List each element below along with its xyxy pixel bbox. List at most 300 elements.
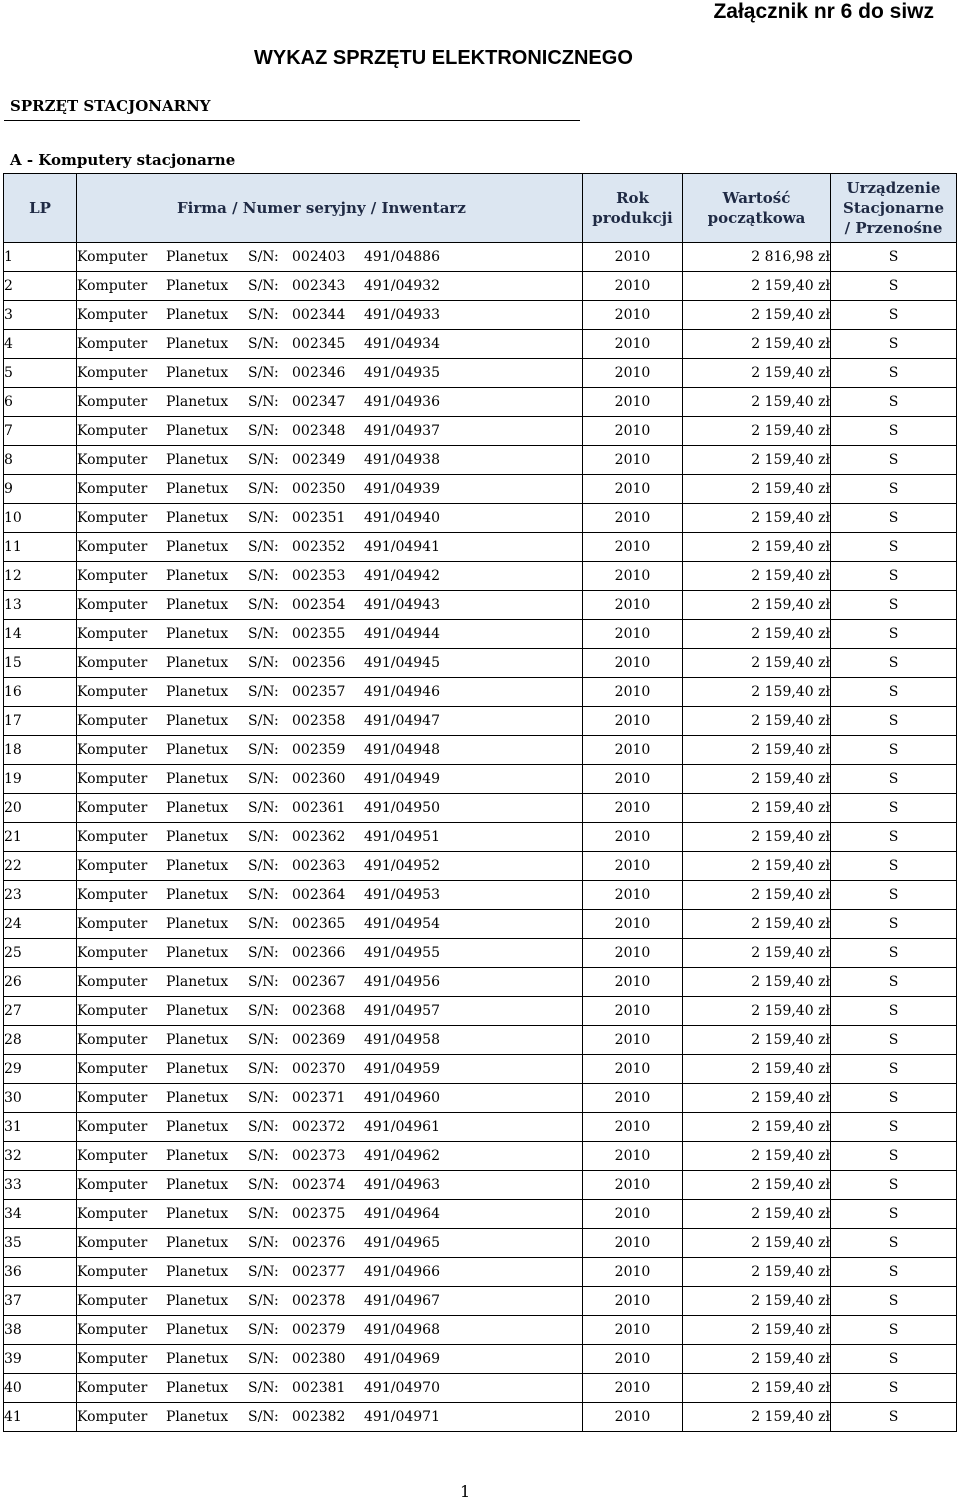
page-number: 1 xyxy=(460,1482,471,1501)
cell-lp: 39 xyxy=(4,1345,77,1374)
cell-type: S xyxy=(831,1084,957,1113)
cell-type: S xyxy=(831,1229,957,1258)
cell-inventory: 491/04965 xyxy=(364,1235,440,1251)
table-row xyxy=(4,1287,957,1316)
cell-device: Komputer xyxy=(77,568,148,584)
cell-inventory: 491/04966 xyxy=(364,1264,440,1280)
column-header-typ xyxy=(831,174,957,243)
cell-lp: 36 xyxy=(4,1258,77,1287)
cell-firma xyxy=(77,301,583,330)
cell-value: 2 159,40 zł xyxy=(683,1229,831,1258)
cell-value: 2 159,40 zł xyxy=(683,1200,831,1229)
cell-serial: 002368 xyxy=(292,1003,346,1019)
cell-value: 2 159,40 zł xyxy=(683,794,831,823)
cell-type: S xyxy=(831,1171,957,1200)
cell-value: 2 159,40 zł xyxy=(683,417,831,446)
cell-type: S xyxy=(831,707,957,736)
table-row xyxy=(4,939,957,968)
cell-firm: Planetux xyxy=(166,278,229,294)
cell-device: Komputer xyxy=(77,307,148,323)
cell-type: S xyxy=(831,910,957,939)
cell-device: Komputer xyxy=(77,1148,148,1164)
cell-firm: Planetux xyxy=(166,858,229,874)
cell-firma xyxy=(77,910,583,939)
cell-device: Komputer xyxy=(77,1380,148,1396)
cell-firma xyxy=(77,475,583,504)
cell-firm: Planetux xyxy=(166,1177,229,1193)
cell-year: 2010 xyxy=(583,997,683,1026)
cell-year: 2010 xyxy=(583,1345,683,1374)
cell-year: 2010 xyxy=(583,330,683,359)
cell-serial: 002382 xyxy=(292,1409,346,1425)
cell-sn-label: S/N: xyxy=(248,916,279,932)
cell-year: 2010 xyxy=(583,1026,683,1055)
cell-firm: Planetux xyxy=(166,1032,229,1048)
cell-firm: Planetux xyxy=(166,1061,229,1077)
cell-firm: Planetux xyxy=(166,1090,229,1106)
cell-serial: 002362 xyxy=(292,829,346,845)
cell-lp: 10 xyxy=(4,504,77,533)
cell-device: Komputer xyxy=(77,1264,148,1280)
cell-year: 2010 xyxy=(583,301,683,330)
cell-inventory: 491/04967 xyxy=(364,1293,440,1309)
cell-serial: 002374 xyxy=(292,1177,346,1193)
cell-serial: 002373 xyxy=(292,1148,346,1164)
cell-value: 2 159,40 zł xyxy=(683,1345,831,1374)
cell-firma xyxy=(77,417,583,446)
cell-firma xyxy=(77,765,583,794)
cell-device: Komputer xyxy=(77,684,148,700)
cell-device: Komputer xyxy=(77,974,148,990)
cell-inventory: 491/04952 xyxy=(364,858,440,874)
cell-lp: 28 xyxy=(4,1026,77,1055)
cell-serial: 002366 xyxy=(292,945,346,961)
cell-serial: 002363 xyxy=(292,858,346,874)
cell-device: Komputer xyxy=(77,249,148,265)
cell-inventory: 491/04971 xyxy=(364,1409,440,1425)
cell-year: 2010 xyxy=(583,1142,683,1171)
section-title: SPRZĘT STACJONARNY xyxy=(10,97,211,115)
cell-sn-label: S/N: xyxy=(248,1003,279,1019)
cell-device: Komputer xyxy=(77,481,148,497)
table-row xyxy=(4,504,957,533)
cell-firm: Planetux xyxy=(166,829,229,845)
cell-value: 2 159,40 zł xyxy=(683,272,831,301)
cell-inventory: 491/04948 xyxy=(364,742,440,758)
cell-lp: 22 xyxy=(4,852,77,881)
column-header-typ-line3: / Przenośne xyxy=(844,219,943,237)
cell-sn-label: S/N: xyxy=(248,1148,279,1164)
cell-value: 2 159,40 zł xyxy=(683,1316,831,1345)
column-header-rok-line1: Rok xyxy=(616,189,649,207)
cell-year: 2010 xyxy=(583,1171,683,1200)
cell-device: Komputer xyxy=(77,858,148,874)
cell-lp: 5 xyxy=(4,359,77,388)
cell-firm: Planetux xyxy=(166,771,229,787)
cell-inventory: 491/04969 xyxy=(364,1351,440,1367)
table-row xyxy=(4,1403,957,1432)
cell-sn-label: S/N: xyxy=(248,1061,279,1077)
cell-inventory: 491/04936 xyxy=(364,394,440,410)
cell-lp: 18 xyxy=(4,736,77,765)
cell-firma xyxy=(77,1374,583,1403)
cell-type: S xyxy=(831,649,957,678)
table-row xyxy=(4,417,957,446)
cell-sn-label: S/N: xyxy=(248,597,279,613)
cell-device: Komputer xyxy=(77,1061,148,1077)
table-row xyxy=(4,736,957,765)
cell-inventory: 491/04943 xyxy=(364,597,440,613)
cell-year: 2010 xyxy=(583,823,683,852)
cell-value: 2 159,40 zł xyxy=(683,533,831,562)
table-row xyxy=(4,1229,957,1258)
cell-value: 2 159,40 zł xyxy=(683,649,831,678)
table-row xyxy=(4,997,957,1026)
cell-serial: 002360 xyxy=(292,771,346,787)
cell-sn-label: S/N: xyxy=(248,481,279,497)
cell-type: S xyxy=(831,1200,957,1229)
table-row xyxy=(4,1084,957,1113)
cell-device: Komputer xyxy=(77,1322,148,1338)
cell-firm: Planetux xyxy=(166,394,229,410)
table-row xyxy=(4,243,957,272)
table-row xyxy=(4,475,957,504)
cell-type: S xyxy=(831,1026,957,1055)
cell-inventory: 491/04947 xyxy=(364,713,440,729)
cell-inventory: 491/04963 xyxy=(364,1177,440,1193)
column-header-firma: Firma / Numer seryjny / Inwentarz xyxy=(77,174,583,243)
column-header-wartosc-line2: początkowa xyxy=(707,209,806,227)
cell-year: 2010 xyxy=(583,852,683,881)
cell-inventory: 491/04886 xyxy=(364,249,440,265)
cell-type: S xyxy=(831,504,957,533)
cell-value: 2 159,40 zł xyxy=(683,446,831,475)
cell-inventory: 491/04954 xyxy=(364,916,440,932)
cell-sn-label: S/N: xyxy=(248,713,279,729)
cell-lp: 38 xyxy=(4,1316,77,1345)
cell-device: Komputer xyxy=(77,829,148,845)
cell-year: 2010 xyxy=(583,707,683,736)
cell-sn-label: S/N: xyxy=(248,974,279,990)
cell-value: 2 159,40 zł xyxy=(683,736,831,765)
page-title: WYKAZ SPRZĘTU ELEKTRONICZNEGO xyxy=(254,47,633,69)
cell-lp: 29 xyxy=(4,1055,77,1084)
cell-firm: Planetux xyxy=(166,655,229,671)
cell-lp: 33 xyxy=(4,1171,77,1200)
cell-type: S xyxy=(831,562,957,591)
cell-value: 2 159,40 zł xyxy=(683,852,831,881)
cell-inventory: 491/04953 xyxy=(364,887,440,903)
cell-sn-label: S/N: xyxy=(248,655,279,671)
cell-value: 2 159,40 zł xyxy=(683,1142,831,1171)
cell-lp: 14 xyxy=(4,620,77,649)
cell-firm: Planetux xyxy=(166,684,229,700)
cell-inventory: 491/04951 xyxy=(364,829,440,845)
cell-year: 2010 xyxy=(583,1200,683,1229)
cell-firma xyxy=(77,707,583,736)
cell-year: 2010 xyxy=(583,968,683,997)
cell-type: S xyxy=(831,765,957,794)
cell-device: Komputer xyxy=(77,539,148,555)
cell-lp: 11 xyxy=(4,533,77,562)
cell-inventory: 491/04958 xyxy=(364,1032,440,1048)
cell-serial: 002380 xyxy=(292,1351,346,1367)
annex-label: Załącznik nr 6 do siwz xyxy=(713,0,934,23)
cell-firma xyxy=(77,968,583,997)
cell-lp: 8 xyxy=(4,446,77,475)
table-header-row xyxy=(4,174,957,243)
cell-firma xyxy=(77,446,583,475)
cell-lp: 17 xyxy=(4,707,77,736)
column-header-lp: LP xyxy=(4,174,77,243)
cell-type: S xyxy=(831,881,957,910)
cell-inventory: 491/04939 xyxy=(364,481,440,497)
column-header-wartosc xyxy=(683,174,831,243)
cell-serial: 002365 xyxy=(292,916,346,932)
cell-inventory: 491/04945 xyxy=(364,655,440,671)
cell-device: Komputer xyxy=(77,1409,148,1425)
cell-firm: Planetux xyxy=(166,568,229,584)
cell-year: 2010 xyxy=(583,446,683,475)
cell-sn-label: S/N: xyxy=(248,336,279,352)
equipment-table-body xyxy=(4,243,957,1432)
table-row xyxy=(4,765,957,794)
cell-firm: Planetux xyxy=(166,974,229,990)
cell-serial: 002379 xyxy=(292,1322,346,1338)
cell-value: 2 159,40 zł xyxy=(683,620,831,649)
cell-sn-label: S/N: xyxy=(248,887,279,903)
cell-inventory: 491/04962 xyxy=(364,1148,440,1164)
cell-value: 2 159,40 zł xyxy=(683,591,831,620)
cell-firma xyxy=(77,1084,583,1113)
cell-firma xyxy=(77,1200,583,1229)
cell-device: Komputer xyxy=(77,916,148,932)
cell-year: 2010 xyxy=(583,1055,683,1084)
cell-serial: 002357 xyxy=(292,684,346,700)
cell-firm: Planetux xyxy=(166,742,229,758)
cell-firma xyxy=(77,823,583,852)
cell-serial: 002371 xyxy=(292,1090,346,1106)
cell-firm: Planetux xyxy=(166,336,229,352)
cell-type: S xyxy=(831,968,957,997)
cell-sn-label: S/N: xyxy=(248,1351,279,1367)
cell-inventory: 491/04946 xyxy=(364,684,440,700)
cell-firma xyxy=(77,562,583,591)
table-row xyxy=(4,620,957,649)
column-header-wartosc-line1: Wartość xyxy=(722,189,791,207)
cell-lp: 16 xyxy=(4,678,77,707)
cell-lp: 3 xyxy=(4,301,77,330)
cell-lp: 23 xyxy=(4,881,77,910)
cell-lp: 20 xyxy=(4,794,77,823)
section-underline xyxy=(4,120,580,121)
cell-lp: 32 xyxy=(4,1142,77,1171)
cell-value: 2 159,40 zł xyxy=(683,388,831,417)
cell-type: S xyxy=(831,678,957,707)
cell-firm: Planetux xyxy=(166,597,229,613)
cell-inventory: 491/04956 xyxy=(364,974,440,990)
cell-inventory: 491/04968 xyxy=(364,1322,440,1338)
cell-year: 2010 xyxy=(583,765,683,794)
cell-inventory: 491/04970 xyxy=(364,1380,440,1396)
cell-device: Komputer xyxy=(77,452,148,468)
equipment-table xyxy=(3,173,957,1432)
cell-value: 2 159,40 zł xyxy=(683,968,831,997)
cell-sn-label: S/N: xyxy=(248,452,279,468)
table-row xyxy=(4,1026,957,1055)
cell-value: 2 159,40 zł xyxy=(683,678,831,707)
cell-inventory: 491/04938 xyxy=(364,452,440,468)
cell-inventory: 491/04932 xyxy=(364,278,440,294)
cell-type: S xyxy=(831,359,957,388)
cell-type: S xyxy=(831,1316,957,1345)
table-row xyxy=(4,1258,957,1287)
column-header-typ-line1: Urządzenie xyxy=(846,179,941,197)
cell-firma xyxy=(77,504,583,533)
cell-value: 2 159,40 zł xyxy=(683,707,831,736)
cell-firm: Planetux xyxy=(166,626,229,642)
cell-value: 2 159,40 zł xyxy=(683,881,831,910)
cell-value: 2 159,40 zł xyxy=(683,475,831,504)
cell-firma xyxy=(77,591,583,620)
cell-lp: 27 xyxy=(4,997,77,1026)
cell-firm: Planetux xyxy=(166,1264,229,1280)
cell-sn-label: S/N: xyxy=(248,1235,279,1251)
cell-lp: 6 xyxy=(4,388,77,417)
cell-lp: 1 xyxy=(4,243,77,272)
cell-sn-label: S/N: xyxy=(248,510,279,526)
cell-serial: 002352 xyxy=(292,539,346,555)
cell-sn-label: S/N: xyxy=(248,278,279,294)
table-row xyxy=(4,1345,957,1374)
cell-inventory: 491/04937 xyxy=(364,423,440,439)
cell-lp: 37 xyxy=(4,1287,77,1316)
cell-serial: 002367 xyxy=(292,974,346,990)
cell-inventory: 491/04960 xyxy=(364,1090,440,1106)
table-row xyxy=(4,272,957,301)
cell-sn-label: S/N: xyxy=(248,858,279,874)
cell-year: 2010 xyxy=(583,475,683,504)
cell-type: S xyxy=(831,823,957,852)
cell-type: S xyxy=(831,301,957,330)
cell-inventory: 491/04950 xyxy=(364,800,440,816)
cell-inventory: 491/04935 xyxy=(364,365,440,381)
table-row xyxy=(4,649,957,678)
cell-lp: 25 xyxy=(4,939,77,968)
cell-firma xyxy=(77,330,583,359)
cell-year: 2010 xyxy=(583,1316,683,1345)
cell-serial: 002353 xyxy=(292,568,346,584)
cell-serial: 002354 xyxy=(292,597,346,613)
cell-lp: 7 xyxy=(4,417,77,446)
cell-value: 2 159,40 zł xyxy=(683,823,831,852)
cell-firma xyxy=(77,1026,583,1055)
cell-firma xyxy=(77,1345,583,1374)
cell-lp: 2 xyxy=(4,272,77,301)
cell-sn-label: S/N: xyxy=(248,307,279,323)
cell-value: 2 159,40 zł xyxy=(683,765,831,794)
cell-firma xyxy=(77,1258,583,1287)
cell-type: S xyxy=(831,417,957,446)
cell-firm: Planetux xyxy=(166,945,229,961)
cell-sn-label: S/N: xyxy=(248,684,279,700)
table-row xyxy=(4,823,957,852)
cell-sn-label: S/N: xyxy=(248,829,279,845)
table-row xyxy=(4,446,957,475)
cell-type: S xyxy=(831,1258,957,1287)
cell-serial: 002355 xyxy=(292,626,346,642)
cell-type: S xyxy=(831,446,957,475)
cell-sn-label: S/N: xyxy=(248,423,279,439)
cell-value: 2 159,40 zł xyxy=(683,1171,831,1200)
cell-year: 2010 xyxy=(583,1287,683,1316)
cell-year: 2010 xyxy=(583,1403,683,1432)
cell-value: 2 159,40 zł xyxy=(683,562,831,591)
cell-lp: 24 xyxy=(4,910,77,939)
column-header-rok xyxy=(583,174,683,243)
cell-type: S xyxy=(831,1374,957,1403)
cell-firma xyxy=(77,997,583,1026)
cell-device: Komputer xyxy=(77,771,148,787)
cell-device: Komputer xyxy=(77,800,148,816)
cell-serial: 002358 xyxy=(292,713,346,729)
cell-firma xyxy=(77,736,583,765)
cell-sn-label: S/N: xyxy=(248,539,279,555)
cell-device: Komputer xyxy=(77,336,148,352)
cell-firm: Planetux xyxy=(166,307,229,323)
cell-firma xyxy=(77,794,583,823)
cell-device: Komputer xyxy=(77,626,148,642)
cell-firm: Planetux xyxy=(166,249,229,265)
cell-lp: 19 xyxy=(4,765,77,794)
cell-lp: 30 xyxy=(4,1084,77,1113)
cell-firma xyxy=(77,649,583,678)
cell-value: 2 159,40 zł xyxy=(683,910,831,939)
table-row xyxy=(4,388,957,417)
cell-type: S xyxy=(831,1055,957,1084)
cell-serial: 002359 xyxy=(292,742,346,758)
cell-year: 2010 xyxy=(583,678,683,707)
cell-firm: Planetux xyxy=(166,1293,229,1309)
cell-type: S xyxy=(831,475,957,504)
cell-firm: Planetux xyxy=(166,423,229,439)
table-row xyxy=(4,1055,957,1084)
cell-firma xyxy=(77,533,583,562)
cell-serial: 002377 xyxy=(292,1264,346,1280)
cell-firm: Planetux xyxy=(166,1003,229,1019)
cell-firm: Planetux xyxy=(166,916,229,932)
table-row xyxy=(4,533,957,562)
cell-type: S xyxy=(831,591,957,620)
cell-lp: 41 xyxy=(4,1403,77,1432)
cell-firm: Planetux xyxy=(166,1148,229,1164)
cell-serial: 002346 xyxy=(292,365,346,381)
table-row xyxy=(4,1200,957,1229)
cell-sn-label: S/N: xyxy=(248,1119,279,1135)
cell-firma xyxy=(77,939,583,968)
cell-sn-label: S/N: xyxy=(248,1206,279,1222)
cell-inventory: 491/04933 xyxy=(364,307,440,323)
cell-type: S xyxy=(831,243,957,272)
cell-firm: Planetux xyxy=(166,481,229,497)
cell-sn-label: S/N: xyxy=(248,1032,279,1048)
cell-year: 2010 xyxy=(583,649,683,678)
cell-sn-label: S/N: xyxy=(248,249,279,265)
table-row xyxy=(4,910,957,939)
cell-type: S xyxy=(831,939,957,968)
cell-year: 2010 xyxy=(583,939,683,968)
cell-sn-label: S/N: xyxy=(248,945,279,961)
